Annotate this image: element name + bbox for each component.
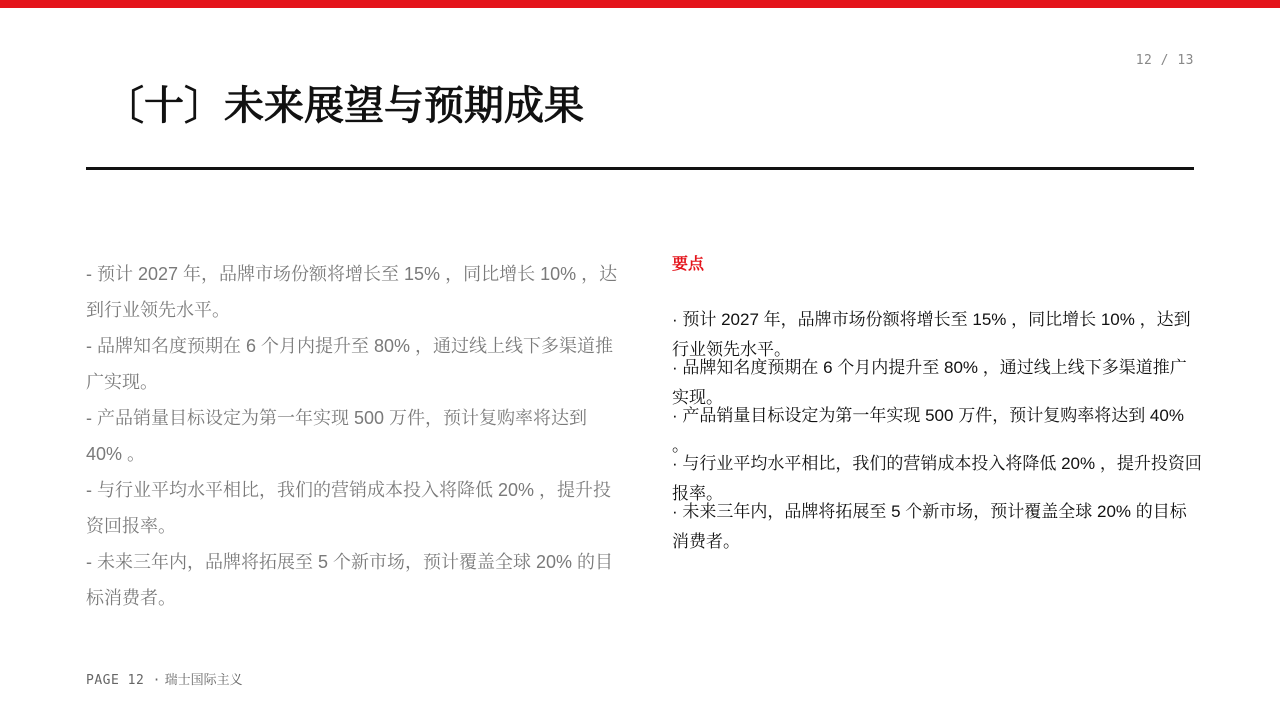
key-point-item: · 与行业平均水平相比，我们的营销成本投入将降低 20% ，提升投资回报率。 bbox=[672, 454, 1202, 503]
left-list-item: - 预计 2027 年，品牌市场份额将增长至 15% ，同比增长 10% ，达到行业领先水平。 bbox=[86, 264, 618, 320]
key-point-item: · 产品销量目标设定为第一年实现 500 万件，预计复购率将达到 40% 。 bbox=[672, 406, 1184, 455]
key-points-heading: 要点 bbox=[672, 256, 705, 273]
top-accent-bar bbox=[0, 0, 1280, 8]
left-list-item: - 与行业平均水平相比，我们的营销成本投入将降低 20% ，提升投资回报率。 bbox=[86, 480, 612, 536]
key-point-item: · 预计 2027 年，品牌市场份额将增长至 15% ，同比增长 10% ，达到行业领先水平。 bbox=[672, 310, 1191, 359]
left-content bbox=[86, 256, 621, 616]
key-points-list bbox=[672, 305, 1202, 557]
key-point-item: · 未来三年内，品牌将拓展至 5 个新市场，预计覆盖全球 20% 的目标消费者。 bbox=[672, 502, 1187, 551]
footer-org: 瑞士国际主义 bbox=[164, 672, 243, 687]
page-title: 〔十〕未来展望与预期成果 bbox=[104, 83, 584, 129]
footer bbox=[86, 669, 243, 688]
left-list-item: - 未来三年内，品牌将拓展至 5 个新市场，预计覆盖全球 20% 的目标消费者。 bbox=[86, 552, 614, 608]
page-indicator: 12 / 13 bbox=[1135, 53, 1194, 68]
key-points-panel bbox=[672, 253, 1202, 551]
left-list-item: - 品牌知名度预期在 6 个月内提升至 80% ，通过线上线下多渠道推广实现。 bbox=[86, 336, 614, 392]
footer-page-label: PAGE 12 · bbox=[86, 673, 161, 688]
title-divider bbox=[86, 167, 1194, 170]
left-list-item: - 产品销量目标设定为第一年实现 500 万件，预计复购率将达到 40% 。 bbox=[86, 408, 588, 464]
key-point-item: · 品牌知名度预期在 6 个月内提升至 80% ，通过线上线下多渠道推广实现。 bbox=[672, 358, 1187, 407]
